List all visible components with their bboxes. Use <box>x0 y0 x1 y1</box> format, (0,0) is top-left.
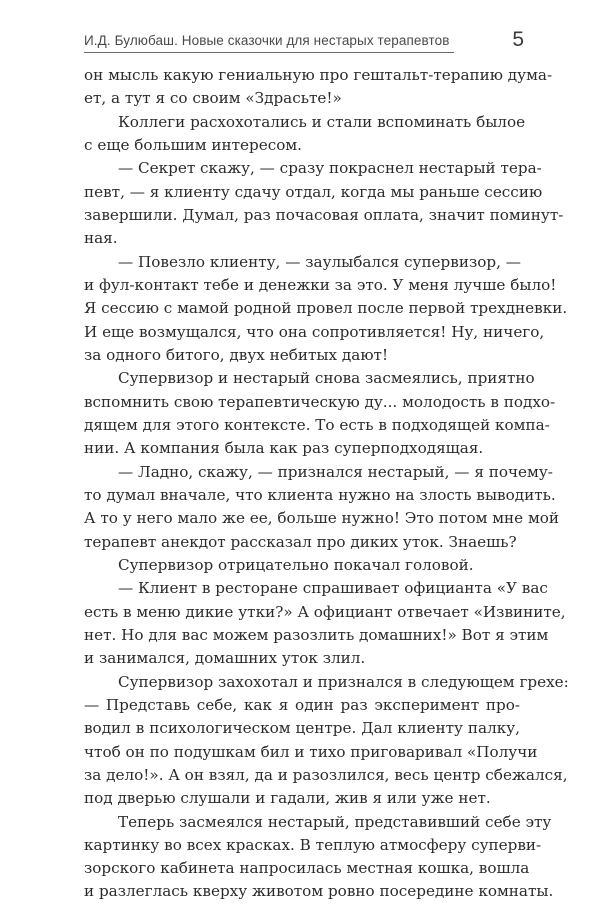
text-line: есть в меню дикие утки?» А официант отвечает «Извините, <box>84 602 566 621</box>
text-line: и фул-контакт тебе и денежки за это. У меня лучше было! <box>84 275 557 294</box>
text-line: зорского кабинета напросилась местная кошка, вошла <box>84 859 530 878</box>
text-line: — Секрет скажу, — сразу покраснел нестарый тера- <box>118 159 542 178</box>
text-line: он мысль какую гениальную про гештальт-терапию дума- <box>84 66 553 84</box>
text-line: за одного битого, двух небитых дают! <box>84 345 389 364</box>
text-line: — Представь себе, как я один раз эксперимент про- <box>84 695 520 714</box>
page-number: 5 <box>512 28 524 51</box>
text-line: ет, а тут я со своим «Здрасьте!» <box>84 89 342 108</box>
text-line: нии. А компания была как раз суперподходящая. <box>84 439 484 458</box>
text-line: под дверью слушали и гадали, жив я или уже нет. <box>84 789 491 808</box>
text-line: Теперь засмеялся нестарый, представивший себе эту <box>118 812 552 831</box>
text-line: чтоб он по подушкам бил и тихо приговаривал «Получи <box>84 742 538 761</box>
text-line: И еще возмущался, что она сопротивляется! Ну, ничего, <box>84 322 545 341</box>
text-line: — Ладно, скажу, — признался нестарый, — я почему- <box>118 462 553 481</box>
text-line: ная. <box>84 229 118 248</box>
text-line: дящем для этого контексте. То есть в подходящей компа- <box>84 415 550 434</box>
page-header <box>84 28 534 56</box>
text-line: — Клиент в ресторане спрашивает официанта «У вас <box>118 579 548 598</box>
text-line: Супервизор отрицательно покачал головой. <box>118 555 474 574</box>
text-line: Супервизор и нестарый снова засмеялись, приятно <box>118 369 535 388</box>
text-line: и разлеглась кверху животом ровно посередине комнаты. <box>84 882 554 901</box>
text-line: с еще большим интересом. <box>84 135 302 154</box>
text-line: водил в психологическом центре. Дал клиенту палку, <box>84 719 520 738</box>
text-line: терапевт анекдот рассказал про диких уток. Знаешь? <box>84 532 517 551</box>
text-line: картинку во всех красках. В теплую атмосферу суперви- <box>84 835 542 854</box>
text-line: за дело!». А он взял, да и разозлился, весь центр сбежался, <box>84 765 568 784</box>
running-head: И.Д. Булюбаш. Новые сказочки для нестарых терапевтов <box>84 33 450 48</box>
text-line: и занимался, домашних уток злил. <box>84 649 366 668</box>
text-line: певт, — я клиенту сдачу отдал, когда мы раньше сессию <box>84 182 543 201</box>
text-line: завершили. Думал, раз почасовая оплата, значит поминут- <box>84 205 564 224</box>
text-line: то думал вначале, что клиента нужно на злость выводить. <box>84 485 556 504</box>
text-line: Коллеги расхохотались и стали вспоминать былое <box>118 112 526 131</box>
text-line: А то у него мало же ее, больше нужно! Это потом мне мой <box>84 509 560 528</box>
text-line: нет. Но для вас можем разозлить домашних!» Вот я этим <box>84 625 549 644</box>
text-line: Я сессию с мамой родной провел после первой трехдневки. <box>84 299 568 318</box>
header-rule <box>84 52 454 53</box>
body-text <box>84 64 569 904</box>
text-line: — Повезло клиенту, — заулыбался супервизор, — <box>118 252 521 271</box>
text-line: вспомнить свою терапевтическую ду... молодость в подхо- <box>84 392 556 411</box>
text-line: Супервизор захохотал и признался в следующем грехе: <box>118 672 569 691</box>
